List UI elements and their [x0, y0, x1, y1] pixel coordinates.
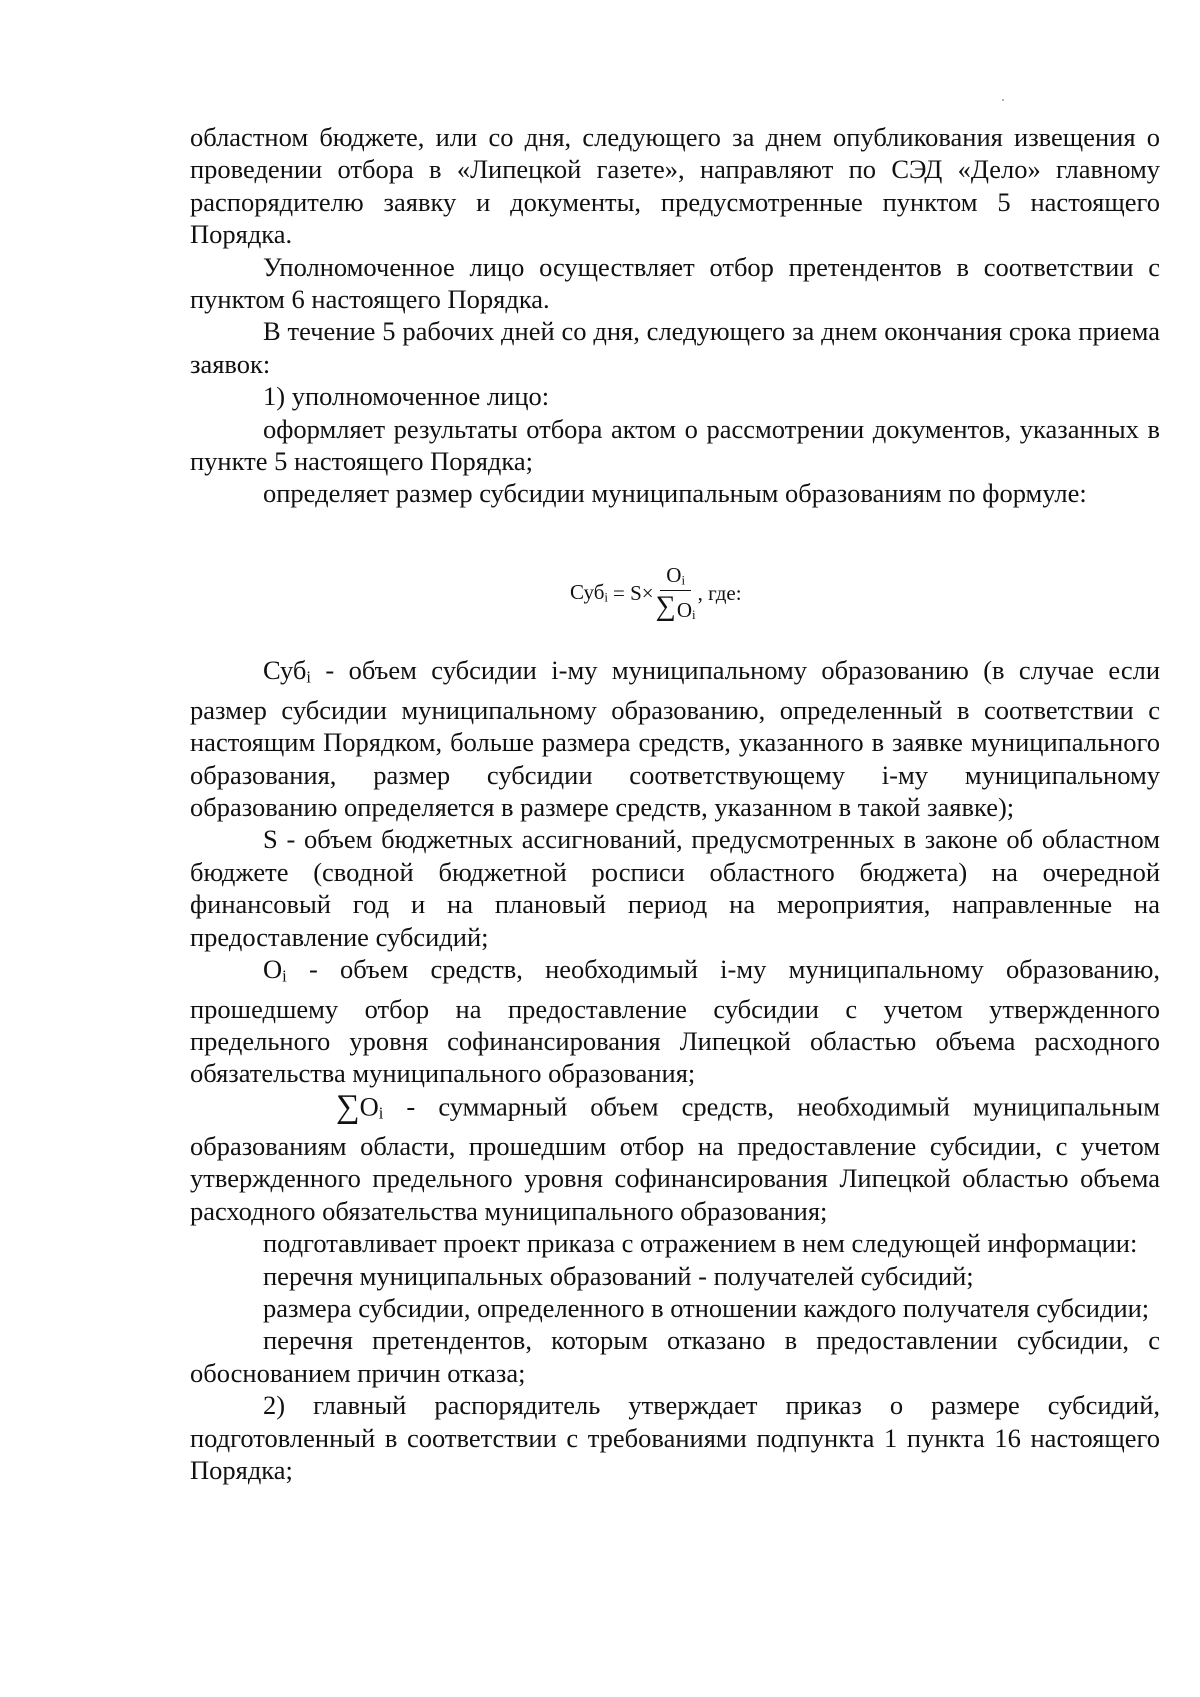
formula-suffix: , где:	[697, 580, 742, 605]
paragraph-prepare-order: подготавливает проект приказа с отражением в нем следующей информации:	[263, 1228, 1138, 1259]
paragraph-selection: Уполномоченное лицо осуществляет отбор претендентов в соответствии с пунктом 6 настоящего Порядка.	[190, 251, 1160, 315]
formula-denominator: ∑ O i	[655, 590, 696, 622]
paragraph-act: оформляет результаты отбора актом о рассмотрении документов, указанных в пункте 5 настоящего Порядка;	[190, 413, 1160, 477]
text-block-definitions	[190, 654, 1160, 1486]
definition-s: S - объем бюджетных ассигнований, предусмотренных в законе об областном бюджете (сводной бюджетной росписи областного бюджета) на очередной финансовый год и на плановый период на мероприятия, направленные на предоставление субсидий;	[190, 824, 1160, 952]
sum-symbol-icon: ∑	[655, 590, 676, 622]
paragraph-continuation: областном бюджете, или со дня, следующего за днем опубликования извещения о проведении отбора в «Липецкой газете», направляют по СЭД «Дело» главному распорядителю заявку и документы, предусмотренные пунктом 5 настоящего Порядка.	[190, 122, 1160, 250]
scan-speck	[1002, 99, 1004, 101]
definition-sub: Суб$_i$ - объем субсидии i-му муниципальному образованию (в случае если размер субсидии муниципальному образованию, определенный в соответствии с настоящим Порядком, больше размера средств, указанного в заявке муниципального образования, размер субсидии соответствующему i-му муниципальному образованию определяется в размере средств, указанном в такой заявке);	[190, 655, 1160, 822]
paragraph-subsidy-size: размера субсидии, определенного в отношении каждого получателя субсидии;	[263, 1292, 1150, 1323]
formula-lhs: Суб$_i$	[570, 580, 609, 605]
definition-sum: $\sum O_i$ - суммарный объем средств, необходимый муниципальным образованиям области, прошедшим отбор на предоставление субсидии, с учетом утвержденного предельного уровня софинансирования Липецкой областью объема расходного обязательства муниципального образования;	[190, 1087, 1160, 1226]
formula-fraction	[656, 565, 696, 621]
paragraph-item-1: 1) уполномоченное лицо:	[263, 381, 550, 412]
formula-equals: = S×	[613, 580, 654, 605]
paragraph-formula-intro: определяет размер субсидии муниципальным образованиям по формуле:	[263, 478, 1087, 509]
formula-numerator: $O_i$	[660, 565, 691, 591]
definition-o: $O_i$ - объем средств, необходимый i-му муниципальному образованию, прошедшему отбор на предоставление субсидии с учетом утвержденного предельного уровня софинансирования Липецкой областью объема расходного обязательства муниципального образования;	[190, 953, 1160, 1089]
paragraph-timeframe: В течение 5 рабочих дней со дня, следующего за днем окончания срока приема заявок:	[190, 316, 1160, 379]
sum-symbol-icon: ∑	[336, 1087, 360, 1125]
paragraph-refused-list: перечня претендентов, которым отказано в предоставлении субсидии, с обоснованием причин отказа;	[190, 1325, 1160, 1388]
paragraph-list-recipients: перечня муниципальных образований - получателей субсидий;	[263, 1260, 974, 1291]
subsidy-formula	[570, 553, 742, 633]
text-block-top	[190, 121, 1160, 510]
paragraph-item-2: 2) главный распорядитель утверждает приказ о размере субсидий, подготовленный в соответствии с требованиями подпункта 1 пункта 16 настоящего Порядка;	[190, 1390, 1160, 1485]
